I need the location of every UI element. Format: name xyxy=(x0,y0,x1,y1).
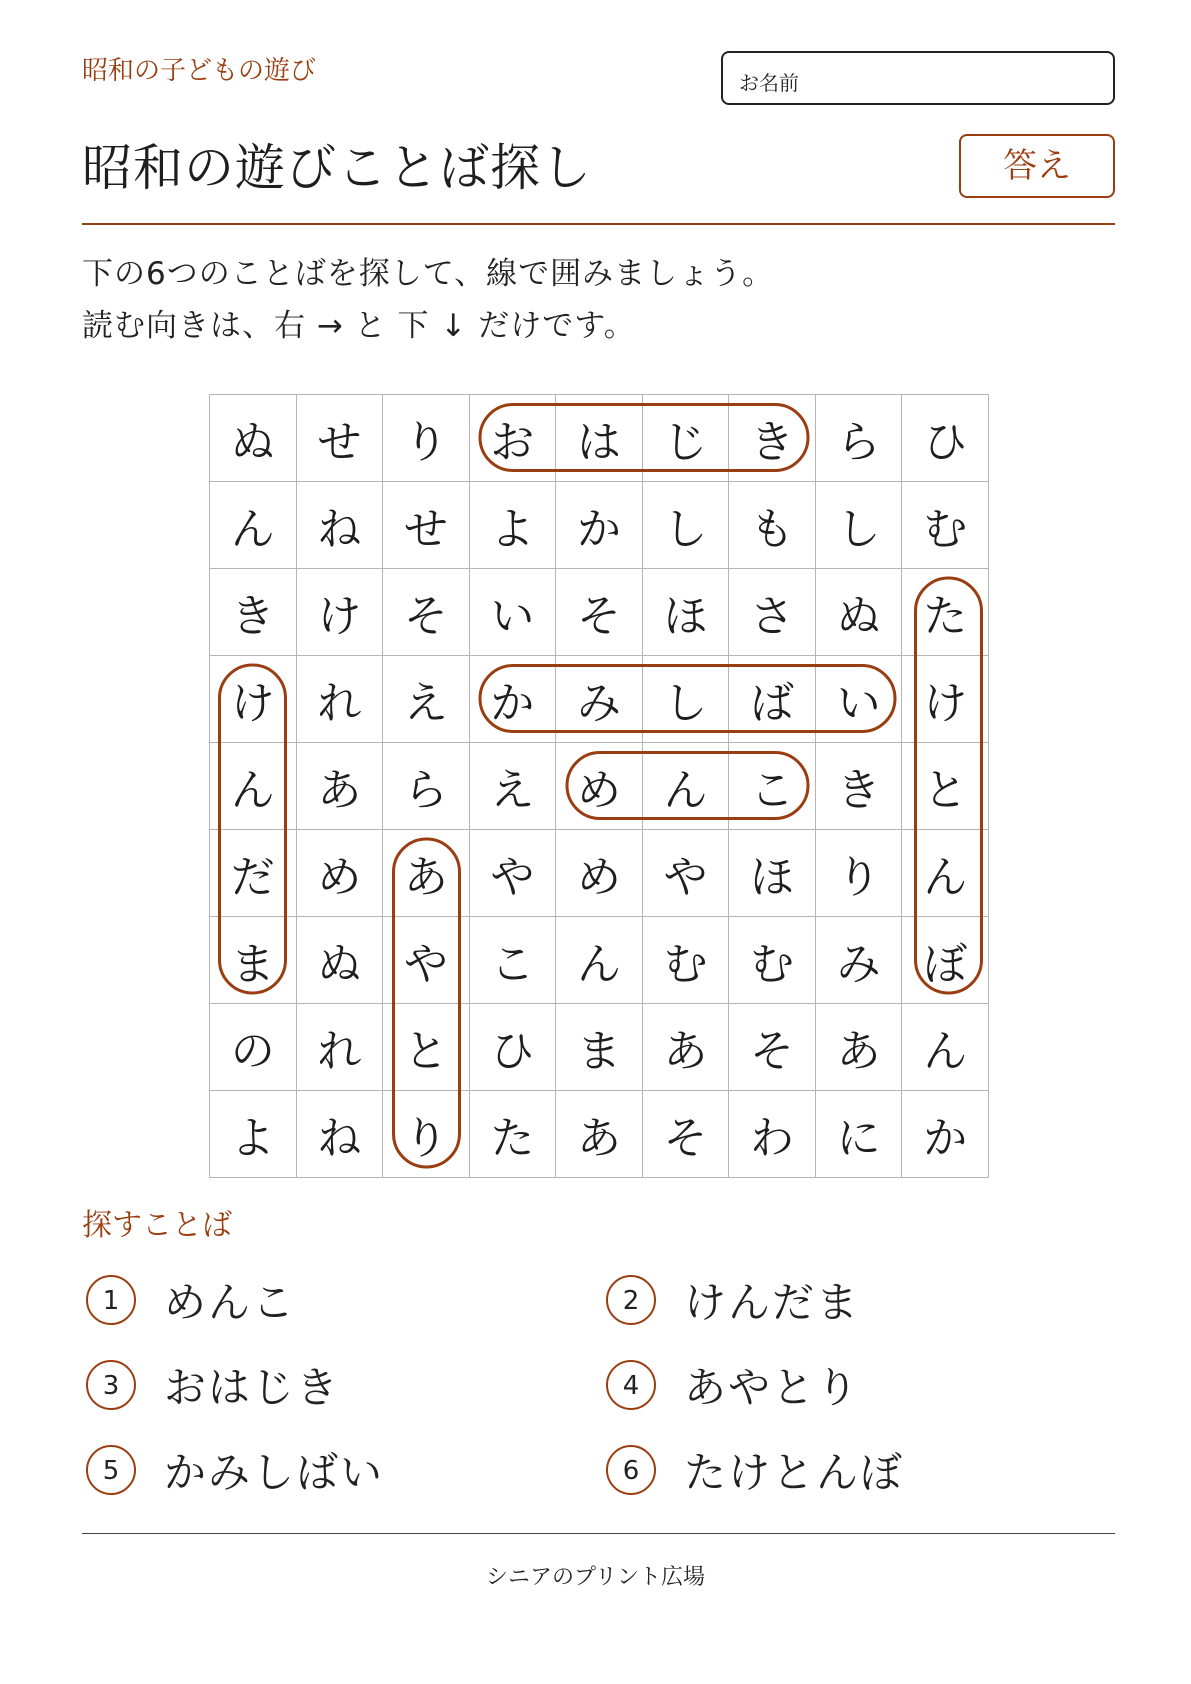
word-item-3 xyxy=(86,1355,340,1415)
word-text-6: たけとんぼ xyxy=(684,1448,905,1497)
instruction-line-2: 読む向きは、右 → と 下 ↓ だけです。 xyxy=(82,308,636,344)
grid-cell: か xyxy=(556,482,643,569)
grid-row xyxy=(210,743,989,830)
grid-cell: れ xyxy=(296,656,383,743)
grid-cell: そ xyxy=(383,569,470,656)
grid-cell: い xyxy=(815,656,902,743)
grid-cell: え xyxy=(469,743,556,830)
word-item-1 xyxy=(86,1270,296,1330)
words-heading: 探すことば xyxy=(82,1208,232,1243)
grid-cell: あ xyxy=(815,1004,902,1091)
word-number-6: 6 xyxy=(606,1445,656,1495)
word-number-5: 5 xyxy=(86,1445,136,1495)
grid-row xyxy=(210,656,989,743)
grid-cell: き xyxy=(210,569,297,656)
grid-cell: け xyxy=(296,569,383,656)
grid-cell: ん xyxy=(902,1004,989,1091)
word-search-grid xyxy=(209,394,989,1174)
grid-cell: よ xyxy=(210,1091,297,1178)
grid-cell: わ xyxy=(729,1091,816,1178)
grid-cell: り xyxy=(383,1091,470,1178)
grid-cell: も xyxy=(729,482,816,569)
grid-cell: む xyxy=(729,917,816,1004)
grid-cell: だ xyxy=(210,830,297,917)
grid-table xyxy=(209,394,989,1178)
grid-cell: そ xyxy=(556,569,643,656)
grid-cell: き xyxy=(729,395,816,482)
grid-row xyxy=(210,830,989,917)
grid-cell: と xyxy=(383,1004,470,1091)
grid-cell: よ xyxy=(469,482,556,569)
grid-row xyxy=(210,1091,989,1178)
grid-cell: ば xyxy=(729,656,816,743)
grid-cell: に xyxy=(815,1091,902,1178)
grid-row xyxy=(210,917,989,1004)
grid-cell: か xyxy=(902,1091,989,1178)
name-field[interactable] xyxy=(721,51,1115,105)
grid-row xyxy=(210,482,989,569)
word-number-4: 4 xyxy=(606,1360,656,1410)
word-number-3: 3 xyxy=(86,1360,136,1410)
word-item-4 xyxy=(606,1355,860,1415)
grid-row xyxy=(210,395,989,482)
grid-cell: た xyxy=(469,1091,556,1178)
grid-cell: と xyxy=(902,743,989,830)
grid-cell: ん xyxy=(642,743,729,830)
grid-cell: そ xyxy=(729,1004,816,1091)
grid-cell: ひ xyxy=(469,1004,556,1091)
grid-cell: し xyxy=(815,482,902,569)
page-title: 昭和の遊びことば探し xyxy=(82,139,592,197)
grid-cell: や xyxy=(642,830,729,917)
grid-cell: ま xyxy=(556,1004,643,1091)
grid-cell: あ xyxy=(296,743,383,830)
grid-cell: け xyxy=(210,656,297,743)
instruction-line-1: 下の6つのことばを探して、線で囲みましょう。 xyxy=(82,256,775,292)
grid-cell: え xyxy=(383,656,470,743)
grid-cell: や xyxy=(383,917,470,1004)
grid-cell: た xyxy=(902,569,989,656)
grid-cell: ほ xyxy=(642,569,729,656)
word-number-1: 1 xyxy=(86,1275,136,1325)
grid-cell: け xyxy=(902,656,989,743)
grid-cell: む xyxy=(642,917,729,1004)
grid-cell: ね xyxy=(296,1091,383,1178)
grid-cell: み xyxy=(815,917,902,1004)
grid-cell: ま xyxy=(210,917,297,1004)
grid-cell: ん xyxy=(902,830,989,917)
grid-cell: あ xyxy=(642,1004,729,1091)
grid-cell: は xyxy=(556,395,643,482)
grid-cell: ぬ xyxy=(815,569,902,656)
word-item-6 xyxy=(606,1440,904,1500)
grid-cell: ぬ xyxy=(296,917,383,1004)
answer-badge: 答え xyxy=(959,134,1115,198)
word-text-2: けんだま xyxy=(684,1278,861,1327)
grid-cell: ん xyxy=(210,482,297,569)
grid-cell: み xyxy=(556,656,643,743)
grid-cell: り xyxy=(815,830,902,917)
grid-cell: こ xyxy=(729,743,816,830)
word-text-1: めんこ xyxy=(164,1278,297,1327)
grid-cell: し xyxy=(642,482,729,569)
word-number-2: 2 xyxy=(606,1275,656,1325)
grid-cell: か xyxy=(469,656,556,743)
grid-cell: き xyxy=(815,743,902,830)
grid-row xyxy=(210,1004,989,1091)
grid-cell: め xyxy=(556,743,643,830)
footer-divider xyxy=(82,1533,1115,1534)
word-text-3: おはじき xyxy=(164,1363,341,1412)
grid-cell: り xyxy=(383,395,470,482)
grid-cell: ほ xyxy=(729,830,816,917)
word-item-2 xyxy=(606,1270,860,1330)
grid-cell: や xyxy=(469,830,556,917)
page-subtitle: 昭和の子どもの遊び xyxy=(82,56,317,86)
word-item-5 xyxy=(86,1440,384,1500)
grid-cell: こ xyxy=(469,917,556,1004)
grid-cell: あ xyxy=(383,830,470,917)
grid-cell: ぼ xyxy=(902,917,989,1004)
word-text-4: あやとり xyxy=(684,1363,861,1412)
grid-cell: ん xyxy=(556,917,643,1004)
name-label: お名前 xyxy=(739,71,799,95)
grid-cell: ひ xyxy=(902,395,989,482)
grid-cell: あ xyxy=(556,1091,643,1178)
grid-cell: じ xyxy=(642,395,729,482)
grid-cell: む xyxy=(902,482,989,569)
word-text-5: かみしばい xyxy=(164,1448,385,1497)
grid-cell: し xyxy=(642,656,729,743)
grid-cell: め xyxy=(556,830,643,917)
grid-cell: ぬ xyxy=(210,395,297,482)
grid-cell: の xyxy=(210,1004,297,1091)
grid-cell: そ xyxy=(642,1091,729,1178)
grid-cell: ん xyxy=(210,743,297,830)
grid-cell: ら xyxy=(815,395,902,482)
grid-cell: お xyxy=(469,395,556,482)
grid-cell: ら xyxy=(383,743,470,830)
header-divider xyxy=(82,223,1115,225)
grid-cell: い xyxy=(469,569,556,656)
grid-cell: さ xyxy=(729,569,816,656)
grid-cell: れ xyxy=(296,1004,383,1091)
grid-cell: ね xyxy=(296,482,383,569)
grid-row xyxy=(210,569,989,656)
footer-text: シニアのプリント広場 xyxy=(485,1565,706,1590)
grid-cell: せ xyxy=(296,395,383,482)
grid-cell: め xyxy=(296,830,383,917)
grid-cell: せ xyxy=(383,482,470,569)
